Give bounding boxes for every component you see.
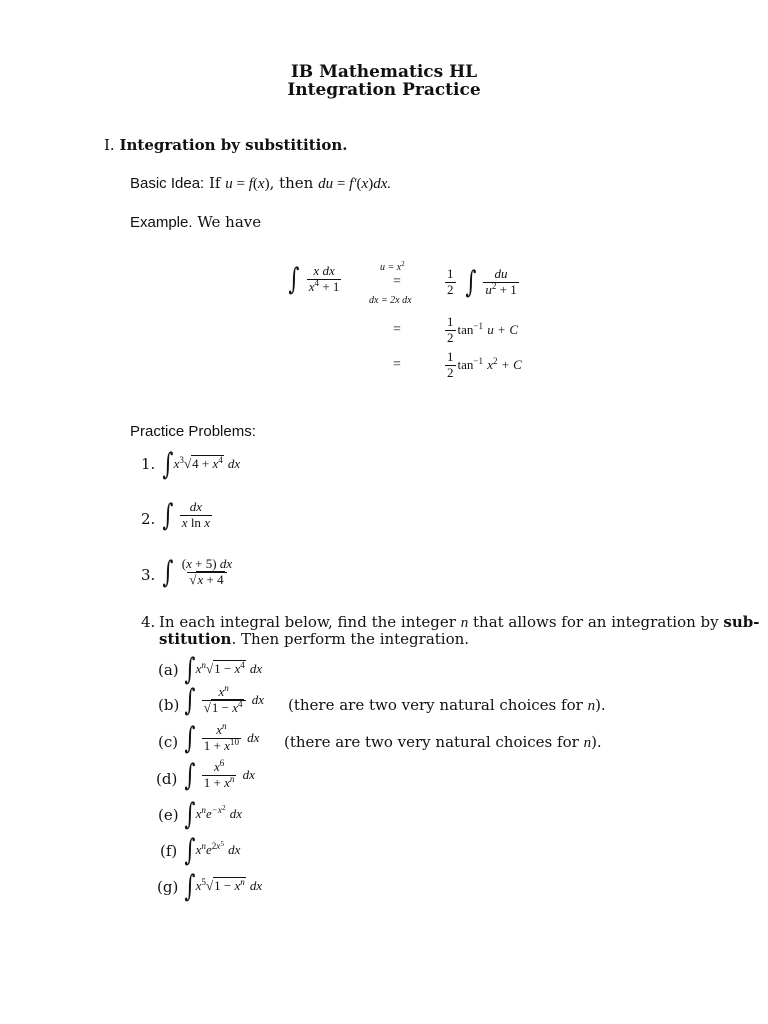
problem-3-fraction: $\frac{(x + 5) dx}{√x + 4}$ xyxy=(181,556,233,587)
problem-4-text-line1: In each integral below, find the integer n that allows for an integration by sub- xyxy=(159,613,760,631)
subproblem-b-fraction: $\frac{x^n}{√1 - x^4}$ xyxy=(202,685,246,716)
example-step3: $\frac{1}{2}$ $\tan^{-1} x^2 + C$ xyxy=(447,349,522,380)
section-heading xyxy=(104,136,347,154)
problem-3-integral xyxy=(160,555,236,590)
problem-2-integral xyxy=(160,498,214,533)
problem-1-integral: $\int x^3√4 + x^4$ dx xyxy=(162,447,241,482)
equals-sign: = xyxy=(393,357,401,372)
document-title-line1: IB Mathematics HL xyxy=(290,62,478,82)
example-fraction: $\frac{\text{x dx}}{x^4 + 1}$ xyxy=(308,263,340,294)
half-fraction: $\frac{1}{2}$ xyxy=(447,314,454,345)
substitution-bottom: dx = 2x dx xyxy=(369,295,412,306)
equals-sign: = xyxy=(393,322,401,337)
subproblem-b-label: (b) xyxy=(158,696,180,714)
example-integral-rhs xyxy=(443,265,521,300)
integral-sign: ∫ xyxy=(184,683,196,718)
integral-sign: ∫ xyxy=(184,833,196,868)
basic-idea-formula-u: u = f(x) xyxy=(225,176,270,192)
half-fraction: $\frac{1}{2}$ xyxy=(447,349,454,380)
subproblem-f-integral: $\int x^ne^{2x^5}$ dx xyxy=(184,833,241,868)
example-line xyxy=(130,213,261,231)
problem-2-number: 2. xyxy=(141,510,156,528)
subproblem-e-integral: $\int x^ne^{-x^2}$ dx xyxy=(184,797,242,832)
subproblem-a-label: (a) xyxy=(158,661,179,679)
subproblem-g-integral: $\int x^5√1 - x^n$ dx xyxy=(184,869,263,904)
du-fraction: $\frac{du}{u^2 + 1}$ xyxy=(485,266,517,297)
integral-sign: ∫ xyxy=(464,265,476,300)
basic-idea-label: Basic Idea: xyxy=(130,175,205,192)
subproblem-b-note: (there are two very natural choices for n). xyxy=(288,696,606,714)
integral-sign: ∫ xyxy=(288,262,300,297)
section-title: Integration by substitition. xyxy=(119,136,348,154)
document-title-line2: Integration Practice xyxy=(287,80,481,100)
problem-3-number: 3. xyxy=(141,566,156,584)
integral-sign: ∫ xyxy=(184,797,196,832)
basic-idea-if: If xyxy=(209,174,221,192)
problem-4-number: 4. xyxy=(141,613,156,631)
subproblem-d-label: (d) xyxy=(156,770,178,788)
integral-sign: ∫ xyxy=(184,869,196,904)
integral-sign: ∫ xyxy=(162,555,174,590)
integral-sign: ∫ xyxy=(162,498,174,533)
subproblem-b-integral: ∫ $\frac{x^n}{√1 - x^4}$ dx xyxy=(184,683,265,718)
problem-2-fraction: $\frac{dx}{\text{x ln x}}$ xyxy=(181,499,210,530)
subproblem-e-label: (e) xyxy=(158,806,179,824)
section-numeral: I. xyxy=(104,136,115,154)
practice-label: Practice Problems: xyxy=(130,423,256,440)
subproblem-c-integral: ∫ $\frac{x^n}{1 + x^{10}}$ dx xyxy=(184,721,260,756)
basic-idea-then: , then xyxy=(269,174,314,192)
equals-sign: = xyxy=(393,274,401,289)
subproblem-f-label: (f) xyxy=(160,842,178,860)
substitution-top: $u = x^2$ xyxy=(380,260,405,273)
example-text: We have xyxy=(197,213,262,231)
integral-sign: ∫ xyxy=(184,652,196,687)
basic-idea-line xyxy=(130,174,391,193)
basic-idea-formula-du: du = f′(x)dx. xyxy=(318,176,392,192)
subproblem-d-fraction: $\frac{x^6}{1 + x^n}$ xyxy=(203,758,235,790)
example-integral-lhs xyxy=(286,262,343,297)
subproblem-g-label: (g) xyxy=(157,878,179,896)
subproblem-c-note: (there are two very natural choices for n). xyxy=(284,733,602,751)
example-label: Example. xyxy=(130,214,193,231)
subproblem-c-fraction: $\frac{x^n}{1 + x^{10}}$ xyxy=(203,721,239,753)
integral-sign: ∫ xyxy=(184,758,196,793)
subproblem-c-label: (c) xyxy=(158,733,179,751)
example-step2: $\frac{1}{2}$ $\tan^{-1} u + C$ xyxy=(447,314,519,345)
integral-sign: ∫ xyxy=(162,447,174,482)
subproblem-a-integral: $\int x^n√1 - x^4$ dx xyxy=(184,652,263,687)
half-fraction: $\frac{1}{2}$ xyxy=(447,266,454,297)
subproblem-d-integral: ∫ $\frac{x^6}{1 + x^n}$ dx xyxy=(184,758,255,793)
integral-sign: ∫ xyxy=(184,721,196,756)
problem-1-number: 1. xyxy=(141,455,156,473)
problem-4-text-line2: stitution. Then perform the integration. xyxy=(159,630,470,648)
